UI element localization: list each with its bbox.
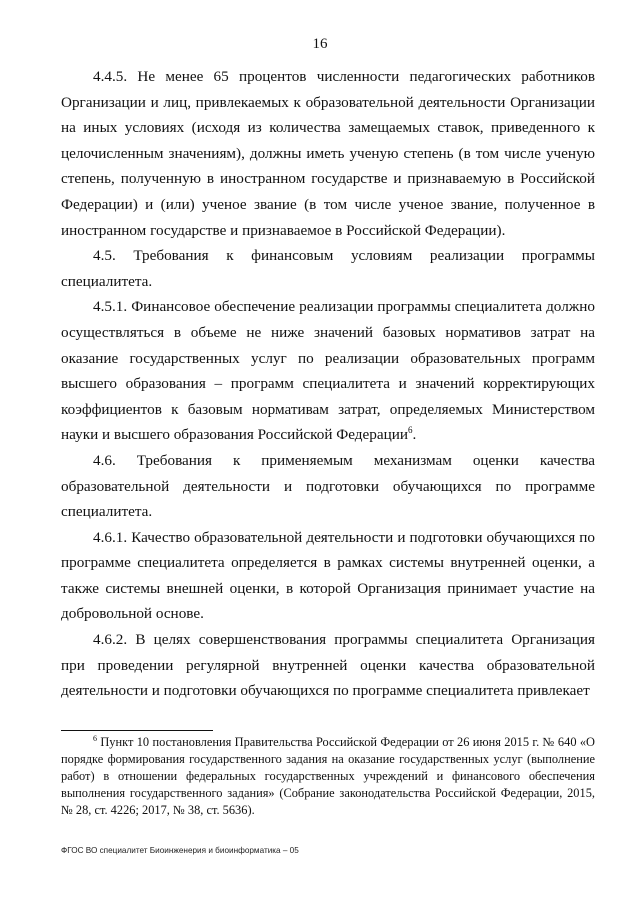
page-number: 16 xyxy=(312,36,328,52)
paragraph-4-6-1 xyxy=(61,525,595,627)
paragraph-4-6 xyxy=(61,448,595,525)
body-text xyxy=(61,64,595,704)
footnote-reference[interactable]: 6 xyxy=(408,425,413,436)
paragraph-text: 4.5. Требования к финансовым условиям реализации программы специалитета. xyxy=(61,247,595,290)
paragraph-text: 4.5.1. Финансовое обеспечение реализации программы специалитета должно осуществляться в объеме не ниже значений базовых нормативов затрат на оказание государственных услуг по реализации образовательных программ высшего образования – программ специалитета и значений корректирующих коэффициентов к базовым нормативам затрат, определяемых Министерством науки и высшего образования Российской Федерации xyxy=(61,298,595,444)
paragraph-4-5 xyxy=(61,243,595,294)
footnote-text: Пункт 10 постановления Правительства Российской Федерации от 26 июня 2015 г. № 640 «О порядке формирования государственного задания на оказание государственных услуг (выполнение работ) в отношении федеральных государственных учреждений и финансового обеспечения выполнения государственного задания» (Собрание законодательства Российской Федерации, 2015, № 28, ст. 4226; 2017, № 38, ст. 5636). xyxy=(61,735,595,817)
footnote-marker: 6 xyxy=(93,733,97,743)
paragraph-4-5-1 xyxy=(61,294,595,448)
paragraph-4-6-2 xyxy=(61,627,595,704)
paragraph-4-4-5 xyxy=(61,64,595,243)
paragraph-text: 4.4.5. Не менее 65 процентов численности педагогических работников Организации и лиц, привлекаемых к образовательной деятельности Организации на иных условиях (исходя из количества замещаемых ставок, приведенного к целочисленным значениям), должны иметь ученую степень (в том числе ученую степень, полученную в иностранном государстве и признаваемую в Российской Федерации) и (или) ученое звание (в том числе ученое звание, полученное в иностранном государстве и признаваемое в Российской Федерации). xyxy=(61,68,595,239)
footnote-divider xyxy=(61,730,213,731)
footnote xyxy=(61,734,595,819)
paragraph-text: 4.6.1. Качество образовательной деятельности и подготовки обучающихся по программе специалитета определяется в рамках системы внутренней оценки, а также системы внешней оценки, в которой Организация принимает участие на добровольной основе. xyxy=(61,528,595,623)
paragraph-text-end: . xyxy=(412,426,417,444)
paragraph-text: 4.6. Требования к применяемым механизмам оценки качества образовательной деятельности и подготовки обучающихся по программе специалитета. xyxy=(61,451,595,521)
paragraph-text: 4.6.2. В целях совершенствования программы специалитета Организация при проведении регулярной внутренней оценки качества образовательной деятельности и подготовки обучающихся по программе специалитета привлекает xyxy=(61,631,595,700)
page-footer: ФГОС ВО специалитет Биоинженерия и биоинформатика – 05 xyxy=(61,846,299,855)
